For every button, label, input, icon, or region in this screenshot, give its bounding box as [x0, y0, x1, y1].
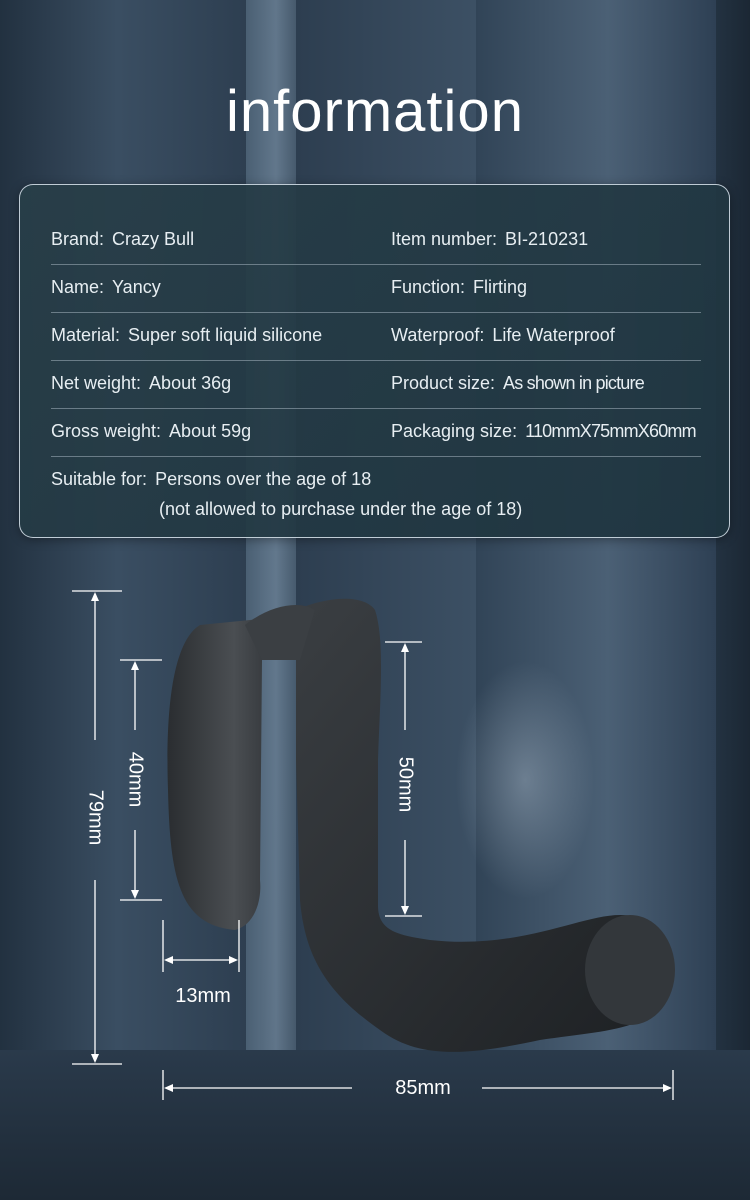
page-title: information: [226, 79, 524, 144]
spec-material: Material: Super soft liquid silicone: [51, 325, 323, 345]
spec-function: Function: Flirting: [391, 277, 528, 297]
spec-name: Name: Yancy: [51, 277, 161, 297]
spec-brand: Brand: Crazy Bull: [51, 229, 195, 249]
age-restriction-note: (not allowed to purchase under the age of 18): [159, 499, 523, 519]
dim-hook-height: 50mm: [394, 756, 417, 813]
spec-net-weight: Net weight: About 36g: [51, 373, 232, 393]
spec-suitable-for: Suitable for: Persons over the age of 18: [51, 469, 372, 489]
dim-ring-height: 40mm: [124, 751, 147, 808]
spec-gross-weight: Gross weight: About 59g: [51, 421, 252, 441]
dim-total-width: 85mm: [395, 1077, 451, 1099]
spec-waterproof: Waterproof: Life Waterproof: [391, 325, 615, 345]
spec-item-number: Item number: BI-210231: [391, 229, 589, 249]
spec-product-size: Product size: As shown in picture: [391, 373, 644, 393]
product-image: [167, 599, 675, 1052]
spec-packaging-size: Packaging size: 110mmX75mmX60mm: [391, 421, 696, 441]
dim-ring-width: 13mm: [175, 985, 231, 1007]
dim-total-height: 79mm: [84, 789, 107, 846]
